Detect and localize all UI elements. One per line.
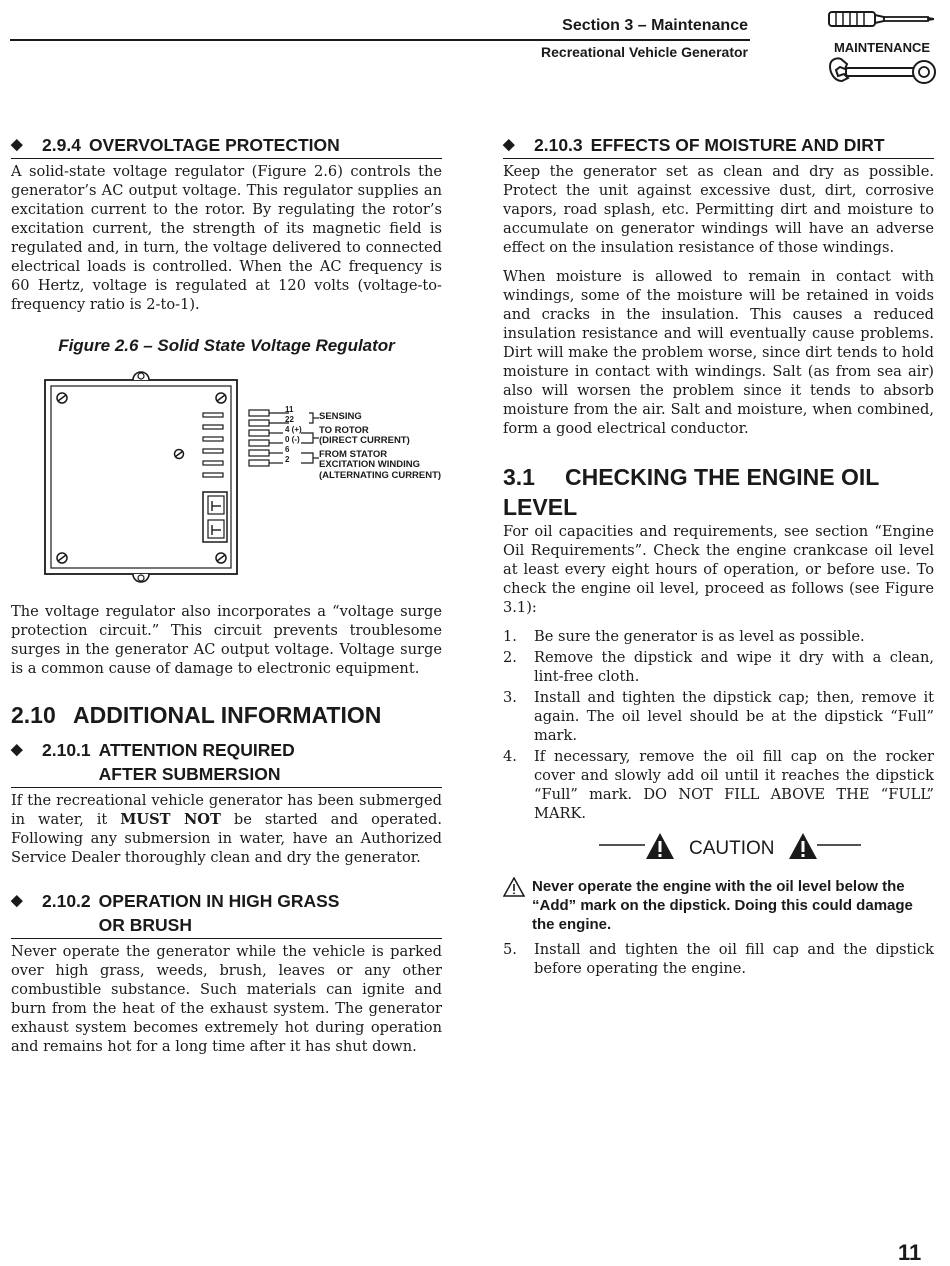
header-subtitle: Recreational Vehicle Generator — [541, 44, 748, 60]
terminal-4: 4 (+) — [285, 425, 302, 434]
maintenance-badge — [826, 8, 938, 92]
heading-2-10: 2.10 ADDITIONAL INFORMATION — [11, 702, 382, 728]
label-to-rotor: TO ROTOR — [319, 424, 369, 436]
heading-2-10-3: ◆ 2.10.3 EFFECTS OF MOISTURE AND DIRT — [503, 133, 934, 159]
label-from-stator: FROM STATOR — [319, 448, 388, 460]
label-alternating-current: (ALTERNATING CURRENT) — [319, 469, 442, 481]
voltage-regulator-figure — [11, 370, 442, 584]
oil-check-steps-continued — [503, 940, 934, 978]
high-grass-paragraph: Never operate the generator while the vehicle is parked over high grass, weeds, brush, leaves or any other combustible substance. Such materials can ignite and burn from the heat of the exhaust system. The generator exhaust system becomes extremely hot during operation and remains hot for a long time after it has shut down. — [11, 943, 442, 1055]
caution-label: CAUTION — [689, 838, 775, 859]
list-item: 1. Be sure the generator is as level as possible. — [503, 628, 865, 645]
moisture-paragraph-2: When moisture is allowed to remain in contact with windings, some of the moisture will be retained in voids and cracks in the insulation. This causes a reduced insulation resistance and will eventually cause problems. Dirt will make the problem worse, since dirt tends to hold moisture in contact with windings. Salt (as from sea air) also will worsen the problem since it tends to absorb moisture from the air. Salt and moisture, when combined, form a good electrical conductor. — [503, 268, 934, 437]
header-section-title: Section 3 – Maintenance — [562, 17, 748, 34]
figure-caption: Figure 2.6 – Solid State Voltage Regulator — [58, 336, 395, 355]
oil-warning: Never operate the engine with the oil level below the “Add” mark on the dipstick. Doing this could damage the engine. — [503, 877, 934, 934]
left-column — [11, 133, 442, 1066]
terminal-2: 2 — [285, 455, 290, 464]
heading-2-10-2: ◆ 2.10.2 OPERATION IN HIGH GRASS OR BRUSH — [11, 889, 442, 939]
header-rule — [10, 39, 750, 41]
page-number: 11 — [898, 1240, 922, 1265]
maintenance-label: MAINTENANCE — [833, 40, 931, 55]
diamond-icon: ◆ — [11, 892, 23, 909]
terminal-0: 0 (-) — [285, 435, 300, 444]
submersion-paragraph: If the recreational vehicle generator has been submerged in water, it MUST NOT be started and operated. Following any submersion in water, have an Authorized Service Dealer thoroughly clean and dry the generator. — [11, 792, 443, 866]
terminal-22: 22 — [285, 415, 294, 424]
terminal-6: 6 — [285, 445, 290, 454]
label-sensing: SENSING — [319, 411, 362, 422]
moisture-paragraph-1: Keep the generator set as clean and dry as possible. Protect the unit against excessive dust, dirt, corrosive vapors, road splash, etc. Permitting dirt and moisture to accumulate on generator windings will have an adverse effect on the insulation resistance of those windings. — [503, 163, 934, 256]
oil-level-intro: For oil capacities and requirements, see section “Engine Oil Requirements”. Check the engine crankcase oil level at least every eight hours of operation, or before use. To check the engine oil level, proceed as follows (see Figure 3.1): — [503, 523, 934, 616]
warning-triangle-icon — [503, 877, 532, 934]
terminal-11: 11 — [285, 405, 294, 414]
diamond-icon: ◆ — [503, 136, 515, 153]
oil-check-steps — [503, 627, 934, 823]
right-column — [503, 133, 934, 980]
overvoltage-paragraph-1: A solid-state voltage regulator (Figure 2.6) controls the generator’s AC output voltage. This regulator supplies an excitation current to the rotor. By regulating the rotor’s excitation current, the strength of its magnetic field is regulated and, in turn, the voltage delivered to connected electrical loads is controlled. When the AC frequency is 60 Hertz, voltage is regulated at 120 volts (voltage-to-frequency ratio is 2-to-1). — [11, 163, 442, 313]
list-item: 3. Install and tighten the dipstick cap; then, remove it again. The oil level should be at the dipstick “Full” mark. — [503, 689, 934, 744]
heading-2-10-1: ◆ 2.10.1 ATTENTION REQUIRED AFTER SUBMERSION — [11, 738, 442, 788]
heading-2-9-4: ◆ 2.9.4 OVERVOLTAGE PROTECTION — [11, 133, 442, 159]
heading-3-1: 3.1 CHECKING THE ENGINE OIL LEVEL — [503, 464, 879, 520]
caution-banner — [503, 833, 934, 869]
list-item: 5. Install and tighten the oil fill cap and the dipstick before operating the engine. — [503, 941, 934, 977]
list-item: 4. If necessary, remove the oil fill cap on the rocker cover and slowly add oil until it reaches the dipstick “Full” mark. DO NOT FILL ABOVE THE “FULL” MARK. — [503, 748, 934, 822]
diamond-icon: ◆ — [11, 136, 23, 153]
overvoltage-paragraph-2: The voltage regulator also incorporates a “voltage surge protection circuit.” This circuit prevents troublesome surges in the generator AC output voltage. Voltage surge is a common cause of damage to electronic equipment. — [11, 603, 442, 677]
label-direct-current: (DIRECT CURRENT) — [319, 435, 410, 446]
label-excitation-winding: EXCITATION WINDING — [319, 459, 420, 470]
diamond-icon: ◆ — [11, 741, 23, 758]
list-item: 2. Remove the dipstick and wipe it dry with a clean, lint-free cloth. — [503, 649, 934, 685]
